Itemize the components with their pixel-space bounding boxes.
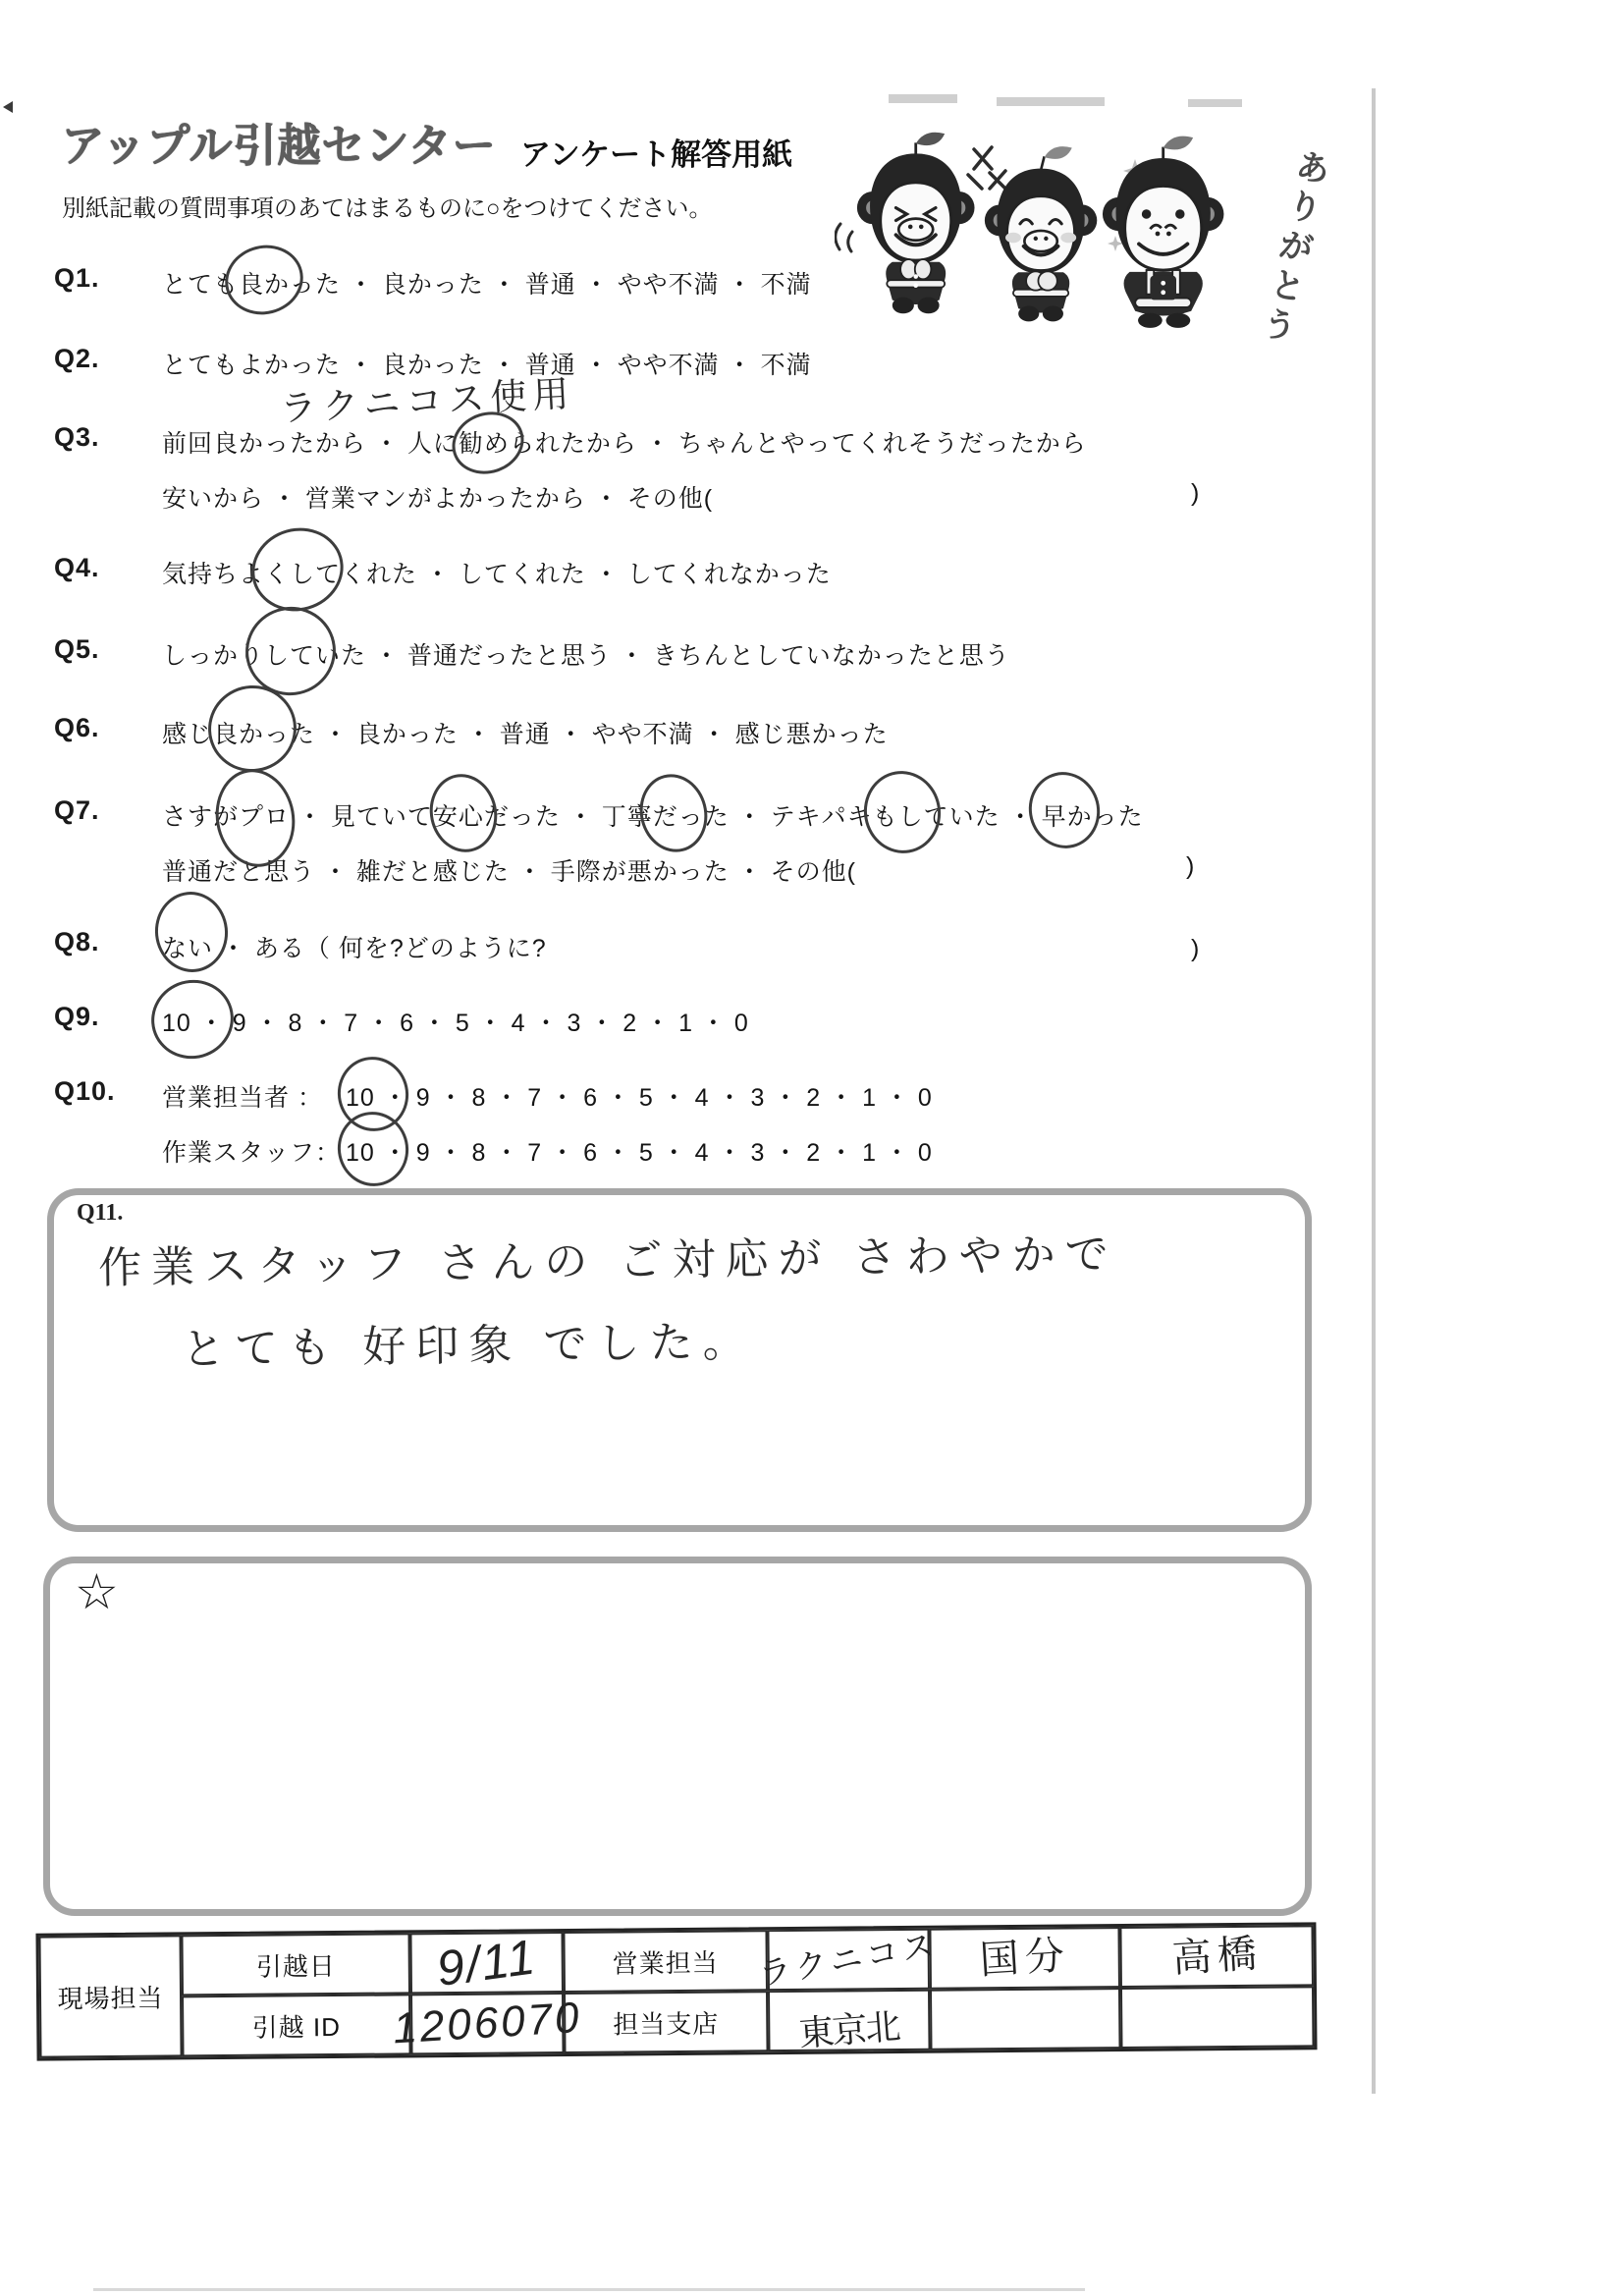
q9-answer-circle: [142, 970, 243, 1068]
scan-speck: [3, 101, 13, 113]
star-mark: ☆: [75, 1564, 119, 1619]
q10-staff-answer-circle: [331, 1105, 415, 1192]
instruction-text: 別紙記載の質問事項のあてはまるものに○をつけてください。: [62, 195, 713, 222]
q10-staff-scale: 10 ・ 9 ・ 8 ・ 7 ・ 6 ・ 5 ・ 4 ・ 3 ・ 2 ・ 1 ・ 0: [346, 1139, 933, 1167]
q11-handwritten-line2: とても 好印象 でした。: [181, 1317, 756, 1375]
move-id-label: 引越 ID: [251, 2011, 342, 2043]
star-comment-box: [43, 1557, 1312, 1916]
empty-cell-2: [1120, 1986, 1315, 2049]
q7-close-paren: ): [1186, 852, 1195, 880]
sales-rep-label-cell: [563, 1930, 768, 1993]
q7-answer-circle-5: [1021, 764, 1109, 855]
q10-sales-scale: 10 ・ 9 ・ 8 ・ 7 ・ 6 ・ 5 ・ 4 ・ 3 ・ 2 ・ 1 ・ 0: [346, 1084, 933, 1112]
monkey-mascots-illustration: [835, 118, 1227, 334]
q10-staff-label: 作業スタッフ：: [162, 1139, 342, 1167]
q3-options-line2: 安いから ・ 営業マンがよかったから ・ その他(: [162, 485, 714, 513]
q7-answer-circle-3: [631, 767, 715, 859]
q2-label: Q2.: [54, 344, 100, 373]
sales-rep-handwritten: ラクニコス: [756, 1925, 942, 1992]
q3-close-paren: ): [1191, 479, 1200, 507]
sales-rep-label: 営業担当: [612, 1947, 719, 1979]
q2-handwritten-annotation: ラクニコス使用: [279, 373, 576, 429]
monkey-mascot-3: [1103, 137, 1224, 328]
site-crew-label: 現場担当: [57, 1983, 164, 2014]
move-date-handwritten: 9/11: [433, 1929, 540, 1997]
q4-label: Q4.: [54, 553, 100, 582]
q5-options: しっかりしていた ・ 普通だったと思う ・ きちんとしていなかったと思う: [162, 642, 1010, 670]
site-crew-name2-handwritten: 高橋: [1170, 1931, 1264, 1981]
footer-info-table: [35, 1922, 1317, 2060]
scan-smudge: [889, 94, 957, 103]
motion-lines-icon: [836, 224, 852, 251]
branch-value-cell: [768, 1990, 931, 2051]
q8-label: Q8.: [54, 927, 100, 957]
branch-handwritten: 東京北: [797, 2005, 901, 2053]
move-id-label-cell: [182, 1994, 411, 2056]
monkey-mascot-1: [857, 133, 975, 314]
q7-options-line1: さすがプロ ・ 見ていて安心だった ・ 丁寧だった ・ テキパキもしていた ・ 早かった: [162, 803, 1144, 831]
thanks-vertical-text: ありがとう: [1254, 145, 1333, 351]
q3-options-line1: 前回良かったから ・ 人に勧められたから ・ ちゃんとやってくれそうだったから: [162, 430, 1087, 458]
q1-options: とても良かった ・ 良かった ・ 普通 ・ やや不満 ・ 不満: [162, 271, 812, 299]
q5-label: Q5.: [54, 634, 100, 664]
page-edge-line-bottom: [93, 2288, 1085, 2291]
company-logo: アップル引越センター: [61, 121, 497, 172]
branch-label: 担当支店: [613, 2008, 720, 2040]
form-title: アンケート解答用紙: [520, 137, 793, 172]
page-edge-line-right: [1372, 88, 1376, 2094]
scan-smudge: [1188, 99, 1242, 107]
sales-rep-value-cell: [756, 1925, 942, 1992]
q9-label: Q9.: [54, 1002, 100, 1031]
q10-label: Q10.: [54, 1076, 116, 1106]
q1-answer-circle: [218, 237, 311, 322]
q9-scale: 10 ・ 9 ・ 8 ・ 7 ・ 6 ・ 5 ・ 4 ・ 3 ・ 2 ・ 1 ・ 0: [162, 1010, 749, 1037]
q7-answer-circle-4: [857, 765, 947, 859]
move-date-value-cell: [409, 1929, 564, 1997]
q11-handwritten-line1: 作業スタッフ さんの ご対応が さわやかで: [97, 1230, 1119, 1293]
move-id-handwritten: 1206070: [391, 1993, 583, 2053]
site-crew-name2-cell: [1119, 1925, 1314, 1988]
q8-close-paren: ): [1191, 935, 1200, 962]
site-crew-label-cell: [38, 1935, 182, 2057]
empty-cell-1: [930, 1988, 1121, 2050]
q10-sales-label: 営業担当者 ：: [162, 1084, 323, 1112]
q8-options: ない ・ ある（ 何を?どのように?: [162, 935, 547, 962]
q3-label: Q3.: [54, 422, 100, 452]
q6-label: Q6.: [54, 713, 100, 742]
q6-options: 感じ良かった ・ 良かった ・ 普通 ・ やや不満 ・ 感じ悪かった: [162, 721, 889, 748]
q11-label: Q11.: [77, 1200, 124, 1226]
move-id-value-cell: [391, 1993, 583, 2054]
site-crew-name1-handwritten: 国分: [978, 1933, 1072, 1983]
site-crew-name1-cell: [929, 1927, 1120, 1990]
q7-options-line2: 普通だと思う ・ 雑だと感じた ・ 手際が悪かった ・ その他(: [162, 858, 857, 886]
scan-smudge: [997, 97, 1105, 106]
sparkle-cross-icon: [968, 147, 1005, 189]
branch-label-cell: [564, 1991, 769, 2053]
q2-options: とてもよかった ・ 良かった ・ 普通 ・ やや不満 ・ 不満: [162, 352, 812, 379]
move-date-label: 引越日: [255, 1950, 336, 1982]
q7-answer-circle-2: [422, 768, 504, 858]
move-date-label-cell: [181, 1933, 410, 1995]
q1-label: Q1.: [54, 263, 100, 293]
q4-options: 気持ちよくしてくれた ・ してくれた ・ してくれなかった: [162, 561, 832, 588]
q7-label: Q7.: [54, 795, 100, 825]
